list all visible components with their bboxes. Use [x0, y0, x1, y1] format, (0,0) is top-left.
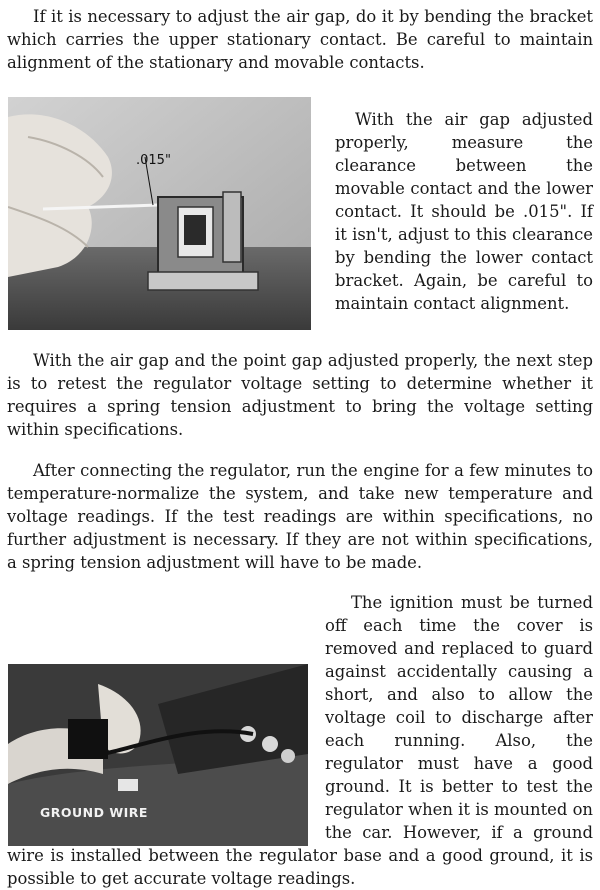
ignition-float-spacer: [7, 660, 325, 842]
paragraph-ignition: [7, 591, 593, 890]
paragraph-retest: With the air gap and the point gap adjusted properly, the next step is to retest the regulator voltage setting to determine whether it requires a spring tension adjustment to bring the voltage setting within specifications.: [7, 351, 593, 439]
feeler-gauge-photo: [8, 97, 311, 330]
gauge-dimension-label: .015": [136, 153, 171, 168]
paragraph-after-connecting: After connecting the regulator, run the engine for a few minutes to temperature-normalize the system, and take new temperature and voltage readings. If the test readings are within specifications, no further adjustment is necessary. If they are not within specifications, a spring tension adjustment will have to be made.: [7, 461, 593, 572]
paragraph-air-gap: If it is necessary to adjust the air gap, do it by bending the bracket which carries the upper stationary contact. Be careful to maintain alignment of the stationary and movable contacts.: [7, 7, 593, 72]
ground-wire-caption: GROUND WIRE: [40, 805, 148, 820]
paragraph-clearance: With the air gap adjusted properly, measure the clearance between the movable contact and the lower contact. It should be .015". If it isn't, adjust to this clearance by bending the lower contact bracket. Again, be careful to maintain contact alignment.: [335, 110, 593, 313]
ignition-text: The ignition must be turned off each time the cover is removed and replaced to guard against accidentally causing a short, and also to allow the voltage coil to discharge after each running. Also, the regulator must have a good ground. It is better to test the regulator when it is mounted on the car. However, if a ground wire is installed between the regulator base and a good ground, it is possible to get accurate voltage readings.: [7, 593, 593, 888]
